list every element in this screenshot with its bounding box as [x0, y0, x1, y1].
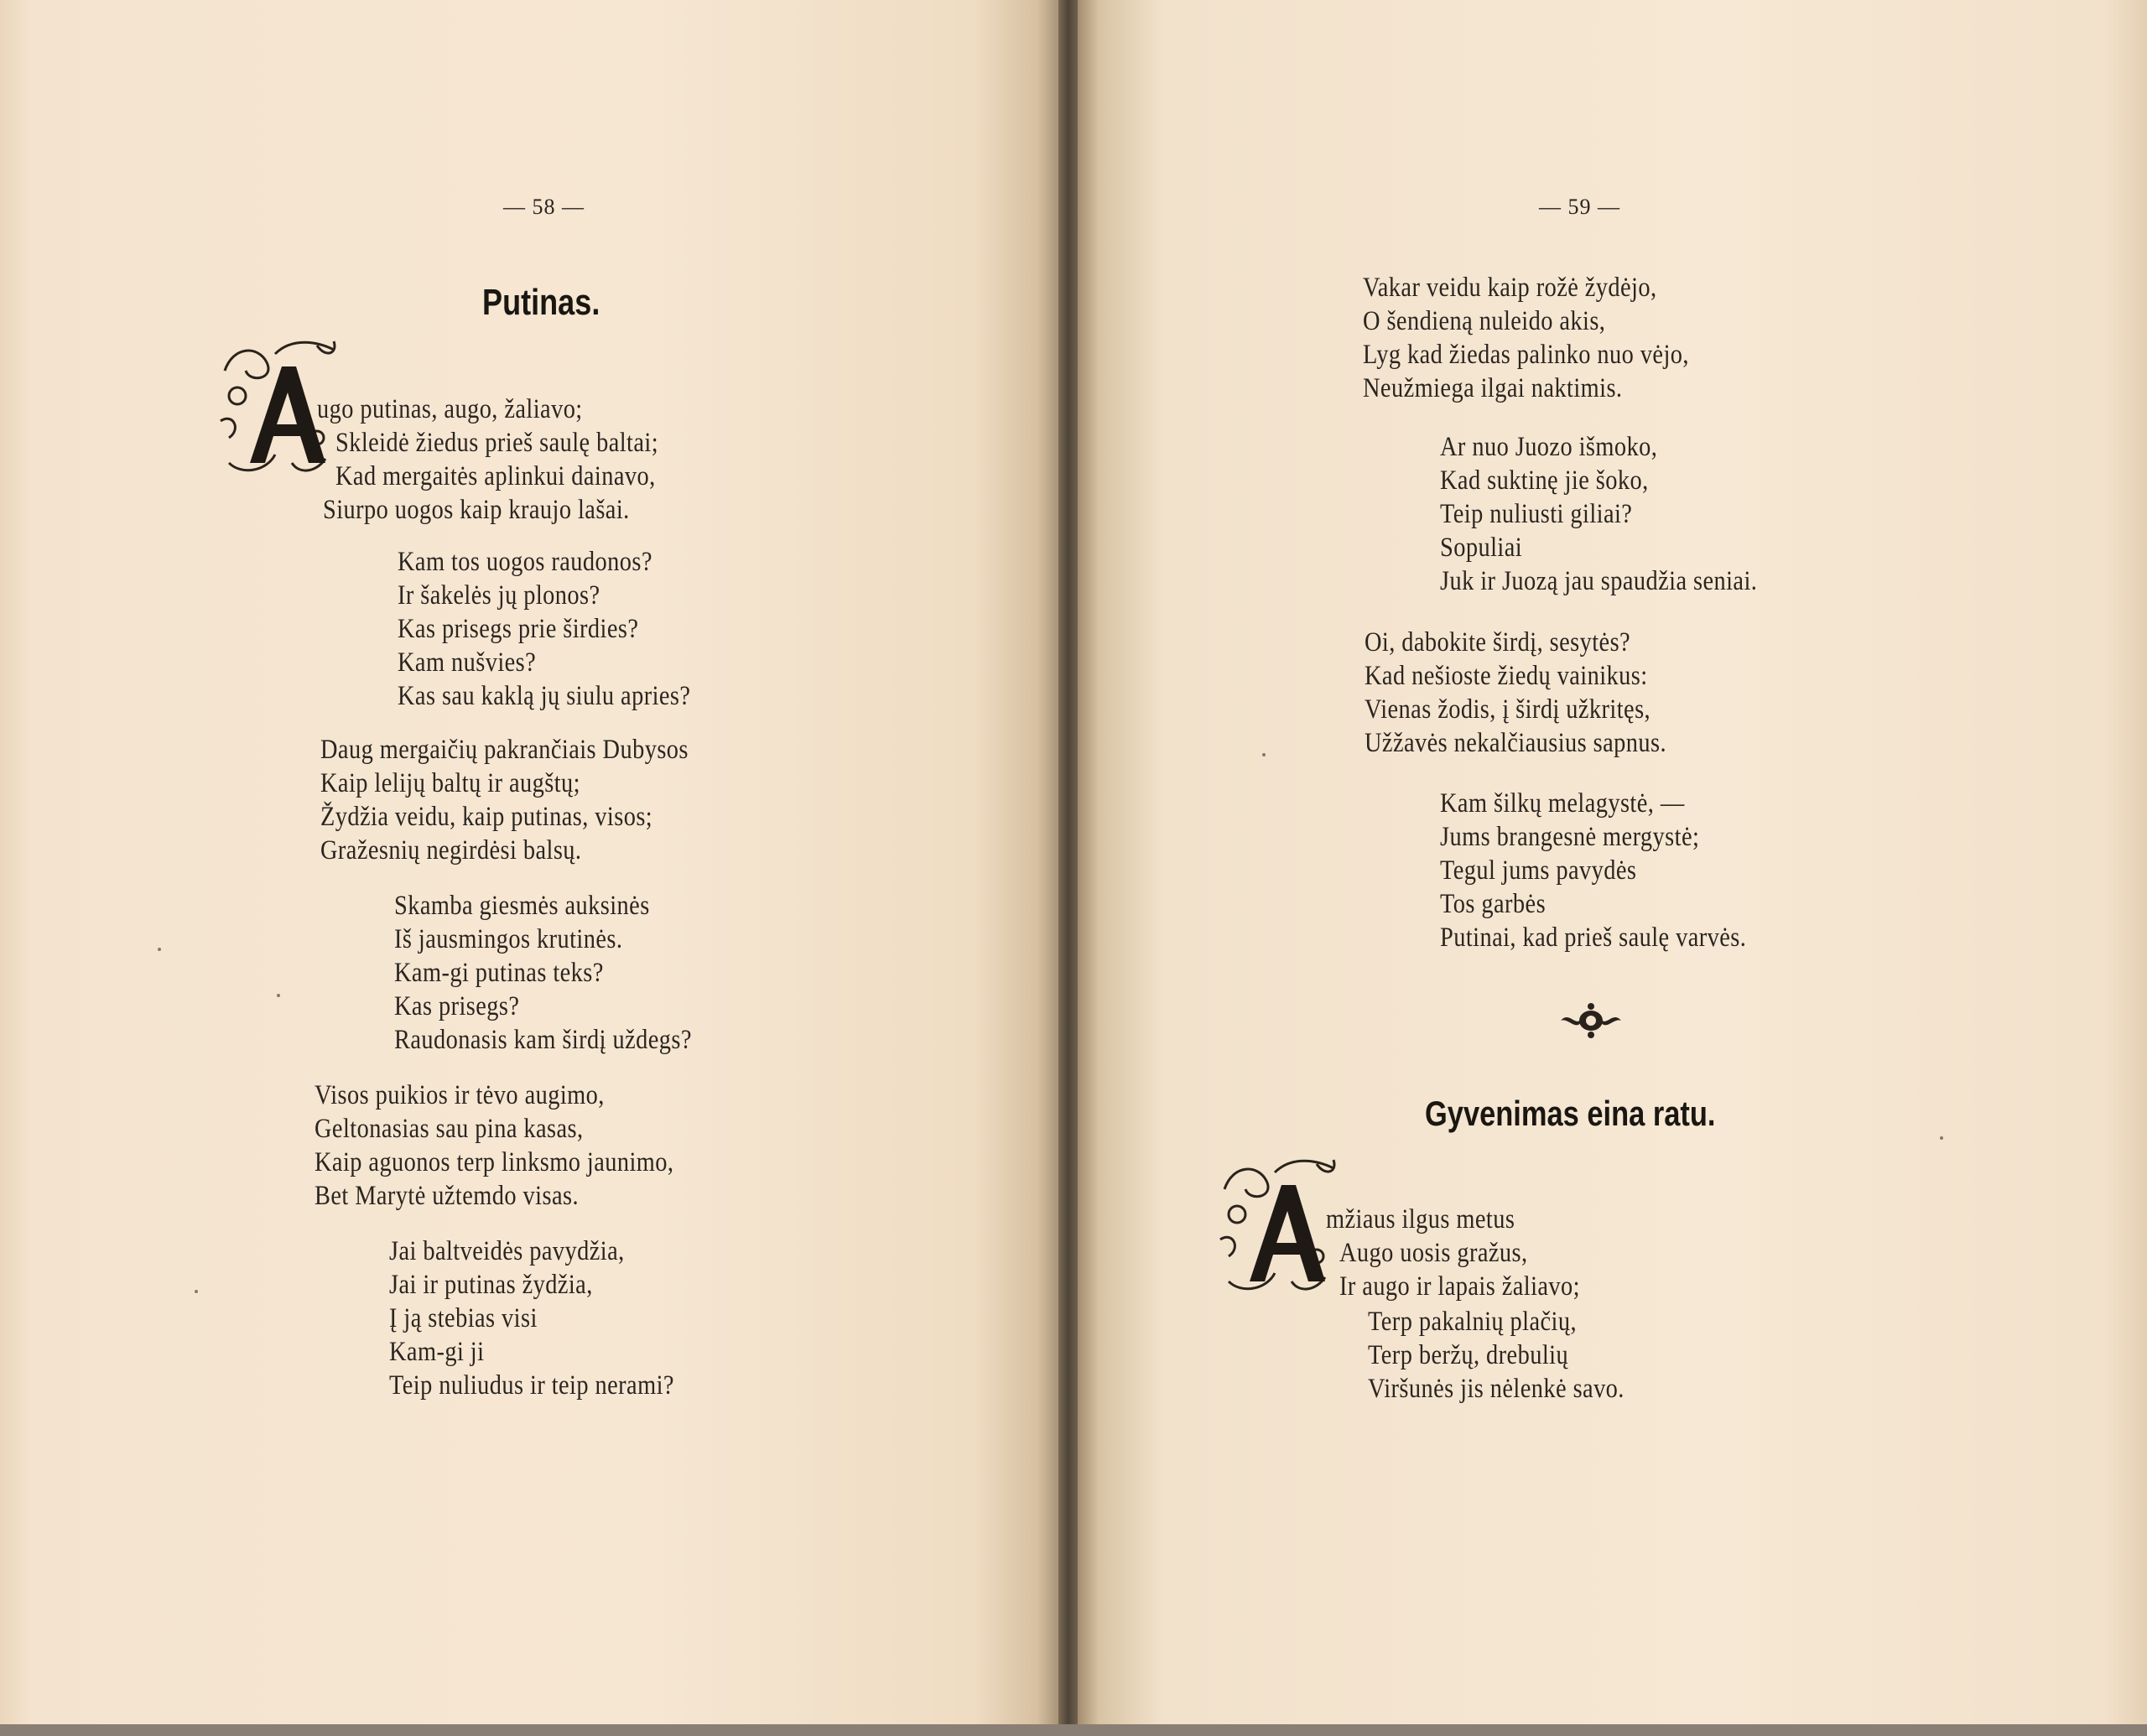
paper-speck: [277, 994, 280, 997]
verse-line: Jai ir putinas žydžia,: [389, 1270, 593, 1300]
verse-line: Gražesnių negirdėsi balsų.: [320, 835, 582, 865]
verse-line: Kas prisegs?: [394, 991, 520, 1021]
verse-line: Kad suktinę jie šoko,: [1440, 465, 1649, 496]
book-gutter: [1058, 0, 1078, 1736]
verse-line: Lyg kad žiedas palinko nuo vėjo,: [1363, 340, 1689, 370]
verse-line: Ir šakelės jų plonos?: [398, 580, 600, 611]
verse-line: Tegul jums pavydės: [1440, 855, 1637, 886]
verse-line: Vienas žodis, į širdį užkritęs,: [1365, 694, 1651, 725]
verse-line: Kam tos uogos raudonos?: [398, 547, 652, 577]
verse-line: Iš jausmingos krutinės.: [394, 924, 623, 954]
verse-line: Raudonasis kam širdį uždegs?: [394, 1025, 692, 1055]
verse-line: Teip nuliudus ir teip nerami?: [389, 1370, 674, 1401]
verse-line: Terp beržų, drebulių: [1368, 1340, 1569, 1370]
verse-line: Augo uosis gražus,: [1339, 1238, 1528, 1268]
verse-line: Oi, dabokite širdį, sesytės?: [1365, 627, 1631, 657]
verse-line: Teip nuliusti giliai?: [1440, 499, 1633, 529]
verse-line: ugo putinas, augo, žaliavo;: [317, 394, 583, 424]
left-page: [0, 0, 1058, 1736]
verse-line: Kas sau kaklą jų siulu apries?: [398, 681, 691, 711]
verse-line: O šendieną nuleido akis,: [1363, 306, 1606, 336]
verse-line: Bet Marytė užtemdo visas.: [315, 1181, 579, 1211]
verse-line: Visos puikios ir tėvo augimo,: [315, 1080, 605, 1110]
verse-line: Jums brangesnė mergystė;: [1440, 822, 1700, 852]
fleuron-ornament-icon: [1557, 1002, 1625, 1039]
verse-line: Skleidė žiedus prieš saulę baltai;: [335, 428, 659, 458]
verse-line: Kam-gi putinas teks?: [394, 958, 604, 988]
verse-line: Tos garbės: [1440, 889, 1547, 919]
ornamental-initial-a: [1216, 1156, 1342, 1298]
verse-line: Kad nešioste žiedų vainikus:: [1365, 661, 1648, 691]
verse-line: Į ją stebias visi: [389, 1303, 538, 1333]
verse-line: Sopuliai: [1440, 533, 1523, 563]
verse-line: Kam šilkų melagystė, —: [1440, 788, 1685, 819]
paper-speck: [195, 1290, 198, 1293]
verse-line: Ar nuo Juozo išmoko,: [1440, 432, 1658, 462]
verse-line: Kaip aguonos terp linksmo jaunimo,: [315, 1147, 674, 1177]
verse-line: Vakar veidu kaip rožė žydėjo,: [1363, 273, 1657, 303]
right-page: [1078, 0, 2147, 1736]
book-bottom-edge: [0, 1724, 2147, 1736]
verse-line: Kas prisegs prie širdies?: [398, 614, 639, 644]
verse-line: Skamba giesmės auksinės: [394, 891, 650, 921]
poem-title-gyvenimas: Gyvenimas eina ratu.: [1425, 1094, 1716, 1133]
paper-speck: [1262, 753, 1266, 756]
verse-line: Juk ir Juozą jau spaudžia seniai.: [1440, 566, 1758, 596]
verse-line: Ir augo ir lapais žaliavo;: [1339, 1271, 1580, 1302]
paper-speck: [158, 948, 161, 951]
verse-line: Siurpo uogos kaip kraujo lašai.: [323, 495, 630, 525]
verse-line: Putinai, kad prieš saulę varvės.: [1440, 923, 1747, 953]
page-number-59: — 59 —: [1539, 195, 1620, 219]
verse-line: Kad mergaitės aplinkui dainavo,: [335, 461, 656, 491]
poem-title-putinas: Putinas.: [482, 282, 600, 323]
verse-line: Užžavės nekalčiausius sapnus.: [1365, 728, 1667, 758]
verse-line: Geltonasias sau pina kasas,: [315, 1114, 584, 1144]
page-number-58: — 58 —: [503, 195, 585, 219]
verse-line: Kam-gi ji: [389, 1337, 485, 1367]
verse-line: Neužmiega ilgai naktimis.: [1363, 373, 1623, 403]
verse-line: Terp pakalnių plačių,: [1368, 1307, 1577, 1337]
verse-line: mžiaus ilgus metus: [1326, 1204, 1515, 1234]
paper-speck: [1940, 1136, 1943, 1140]
verse-line: Jai baltveidės pavydžia,: [389, 1236, 625, 1266]
verse-line: Kam nušvies?: [398, 647, 537, 678]
verse-line: Kaip lelijų baltų ir augštų;: [320, 768, 580, 798]
verse-line: Daug mergaičių pakrančiais Dubysos: [320, 735, 689, 765]
verse-line: Viršunės jis nėlenkė savo.: [1368, 1374, 1625, 1404]
verse-line: Žydžia veidu, kaip putinas, visos;: [320, 802, 653, 832]
